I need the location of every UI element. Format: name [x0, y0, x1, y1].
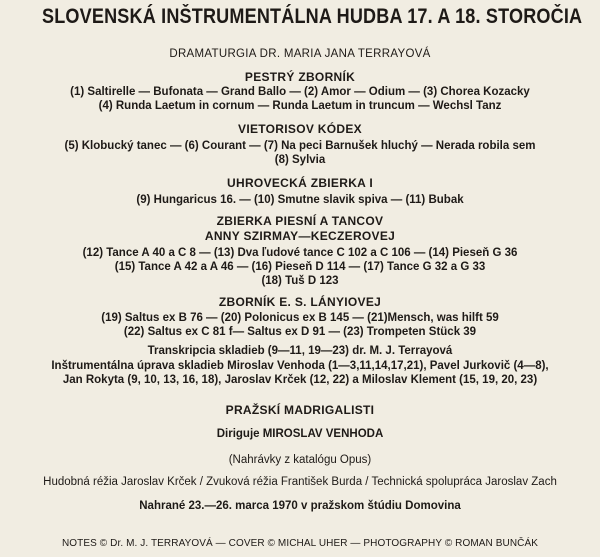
- conductor-credit: Diriguje MIROSLAV VENHODA: [216, 428, 384, 440]
- section-heading-pestry-zbornik: PESTRÝ ZBORNÍK: [244, 70, 356, 84]
- production-credits: Hudobná réžia Jaroslav Krček / Zvuková réžia František Burda / Technická spolupráca Jaroslav Zach: [43, 476, 557, 488]
- ensemble-name: PRAŽSKÍ MADRIGALISTI: [225, 403, 375, 417]
- tracklist-line: (1) Saltirelle — Bufonata — Grand Ballo — (2) Amor — Odium — (3) Chorea Kozacky: [70, 86, 530, 98]
- page-title: SLOVENSKÁ INŠTRUMENTÁLNA HUDBA 17. A 18. STOROČIA: [42, 5, 583, 28]
- footer-credits: NOTES © Dr. M. J. TERRAYOVÁ — COVER © MICHAL UHER — PHOTOGRAPHY © ROMAN BUNČÁK: [61, 538, 539, 549]
- section-heading-vietorisov-kodex: VIETORISOV KÓDEX: [238, 122, 362, 136]
- tracklist-line: (5) Klobucký tanec — (6) Courant — (7) Na peci Barnušek hluchý — Nerada robila sem: [64, 140, 536, 152]
- tracklist-line: (15) Tance A 42 a A 46 — (16) Pieseň D 114 — (17) Tance G 32 a G 33: [114, 261, 486, 273]
- tracklist-line: (8) Sylvia: [274, 154, 326, 166]
- arrangement-credit: Inštrumentálna úprava skladieb Miroslav Venhoda (1—3,11,14,17,21), Pavel Jurkovič (4—8),: [51, 360, 549, 372]
- arrangement-credit: Jan Rokyta (9, 10, 13, 16, 18), Jaroslav Krček (12, 22) a Miloslav Klement (15, 19, 20, 23): [62, 374, 538, 386]
- dramaturgy-credit: DRAMATURGIA DR. MARIA JANA TERRAYOVÁ: [169, 48, 431, 60]
- tracklist-line: (12) Tance A 40 a C 8 — (13) Dva ľudové tance C 102 a C 106 — (14) Pieseň G 36: [82, 247, 518, 259]
- tracklist-line: (9) Hungaricus 16. — (10) Smutne slavik spiva — (11) Bubak: [136, 194, 464, 206]
- tracklist-line: (19) Saltus ex B 76 — (20) Polonicus ex B 145 — (21)Mensch, was hilft 59: [101, 312, 499, 324]
- recordings-note: (Nahrávky z katalógu Opus): [228, 454, 372, 466]
- tracklist-line: (18) Tuš D 123: [261, 275, 339, 287]
- section-heading-zbierka-piesni: ZBIERKA PIESNÍ A TANCOV: [216, 214, 384, 228]
- tracklist-line: (22) Saltus ex C 81 f— Saltus ex D 91 — (23) Trompeten Stück 39: [123, 326, 477, 338]
- section-heading-zbornik-lanyiovej: ZBORNÍK E. S. LÁNYIOVEJ: [218, 295, 382, 309]
- transcription-credit: Transkripcia skladieb (9—11, 19—23) dr. M. J. Terrayová: [147, 345, 453, 357]
- tracklist-line: (4) Runda Laetum in cornum — Runda Laetum in truncum — Wechsl Tanz: [98, 100, 502, 112]
- section-heading-anny-szirmay: ANNY SZIRMAY—KECZEROVEJ: [204, 229, 396, 243]
- section-heading-uhrovecka-zbierka: UHROVECKÁ ZBIERKA I: [227, 176, 373, 190]
- recording-date: Nahrané 23.—26. marca 1970 v pražskom štúdiu Domovina: [139, 500, 461, 512]
